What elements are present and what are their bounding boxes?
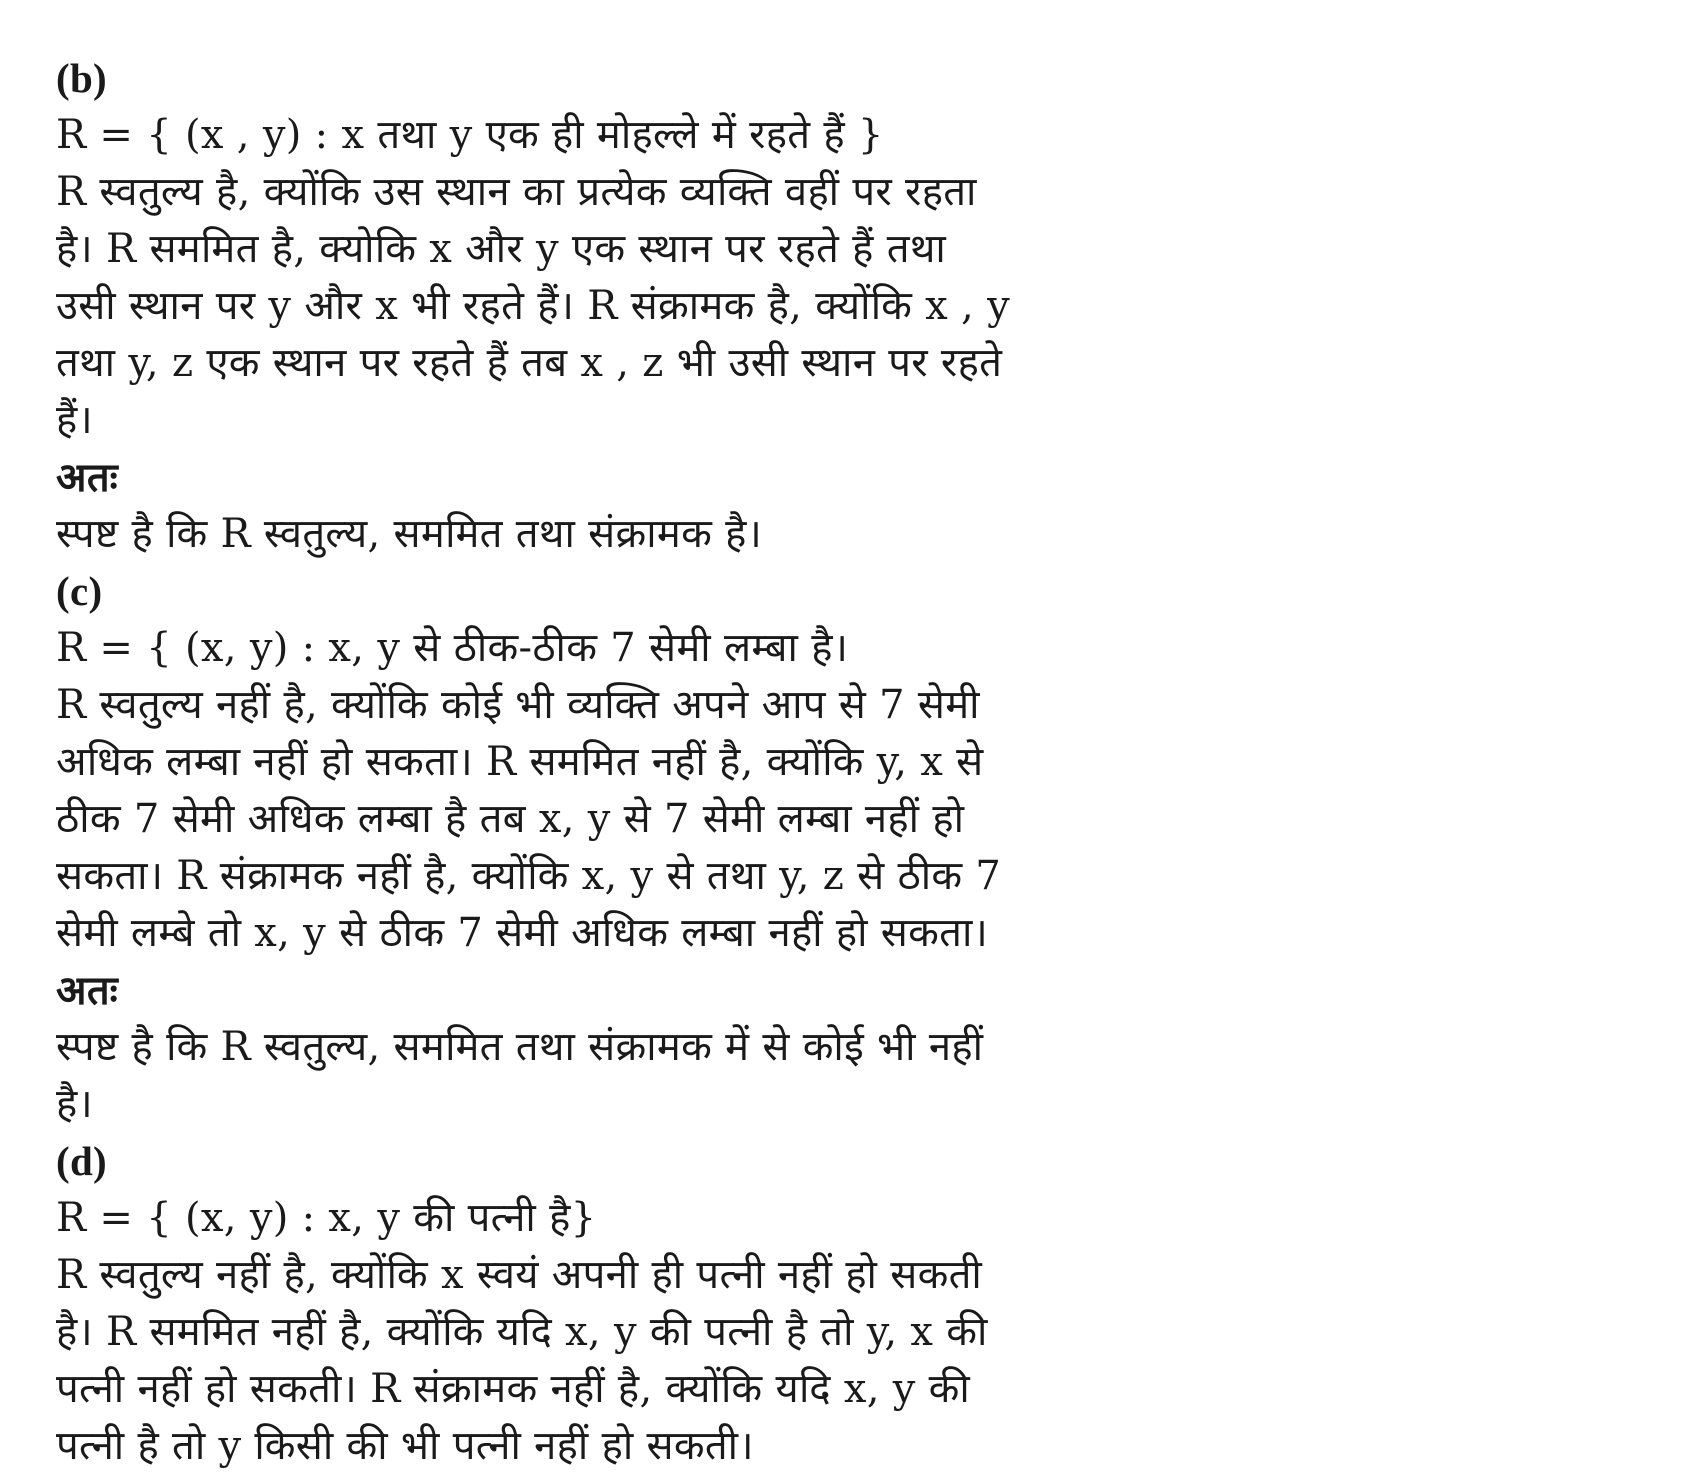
section-d-line-4: पत्नी नहीं हो सकती। R संक्रामक नहीं है, क्योंकि यदि x, y की <box>56 1366 971 1412</box>
section-c-label: (c) <box>56 568 103 614</box>
section-c-conclusion-line-2: है। <box>56 1081 93 1127</box>
section-d-label: (d) <box>56 1138 108 1184</box>
section-b-line-6: हैं। <box>56 397 93 443</box>
solution-document <box>56 50 1176 1475</box>
section-b-conclusion-line-1: स्पष्ट है कि R स्वतुल्य, सममित तथा संक्रामक है। <box>56 511 763 557</box>
section-d-line-2: R स्वतुल्य नहीं है, क्योंकि x स्वयं अपनी ही पत्नी नहीं हो सकती <box>56 1252 983 1298</box>
section-b-conclusion-label: अतः <box>56 454 119 501</box>
section-c-line-4: ठीक 7 सेमी अधिक लम्बा है तब x, y से 7 सेमी लम्बा नहीं हो <box>56 796 965 842</box>
section-c-line-1: R = { (x, y) : x, y से ठीक-ठीक 7 सेमी लम्बा है। <box>56 625 849 671</box>
section-d-line-5: पत्नी है तो y किसी की भी पत्नी नहीं हो सकती। <box>56 1423 754 1469</box>
section-d-line-1: R = { (x, y) : x, y की पत्नी है} <box>56 1195 597 1241</box>
section-c-conclusion-line-1: स्पष्ट है कि R स्वतुल्य, सममित तथा संक्रामक में से कोई भी नहीं <box>56 1024 984 1070</box>
section-b-line-4: उसी स्थान पर y और x भी रहते हैं। R संक्रामक है, क्योंकि x , y <box>56 283 1010 329</box>
section-d-line-3: है। R सममित नहीं है, क्योंकि यदि x, y की पत्नी है तो y, x की <box>56 1309 988 1355</box>
section-c-line-6: सेमी लम्बे तो x, y से ठीक 7 सेमी अधिक लम्बा नहीं हो सकता। <box>56 910 989 956</box>
section-b-label: (b) <box>56 55 108 101</box>
section-b-line-1: R = { (x , y) : x तथा y एक ही मोहल्ले में रहते हैं } <box>56 112 884 158</box>
section-c-line-5: सकता। R संक्रामक नहीं है, क्योंकि x, y से तथा y, z से ठीक 7 <box>56 853 1002 899</box>
section-b-line-5: तथा y, z एक स्थान पर रहते हैं तब x , z भी उसी स्थान पर रहते <box>56 340 1003 386</box>
section-b-line-3: है। R सममित है, क्योकि x और y एक स्थान पर रहते हैं तथा <box>56 226 947 272</box>
section-b-line-2: R स्वतुल्य है, क्योंकि उस स्थान का प्रत्येक व्यक्ति वहीं पर रहता <box>56 169 977 215</box>
section-c-line-2: R स्वतुल्य नहीं है, क्योंकि कोई भी व्यक्ति अपने आप से 7 सेमी <box>56 682 980 728</box>
section-c-conclusion-label: अतः <box>56 967 119 1014</box>
section-c-line-3: अधिक लम्बा नहीं हो सकता। R सममित नहीं है, क्योंकि y, x से <box>56 739 984 785</box>
